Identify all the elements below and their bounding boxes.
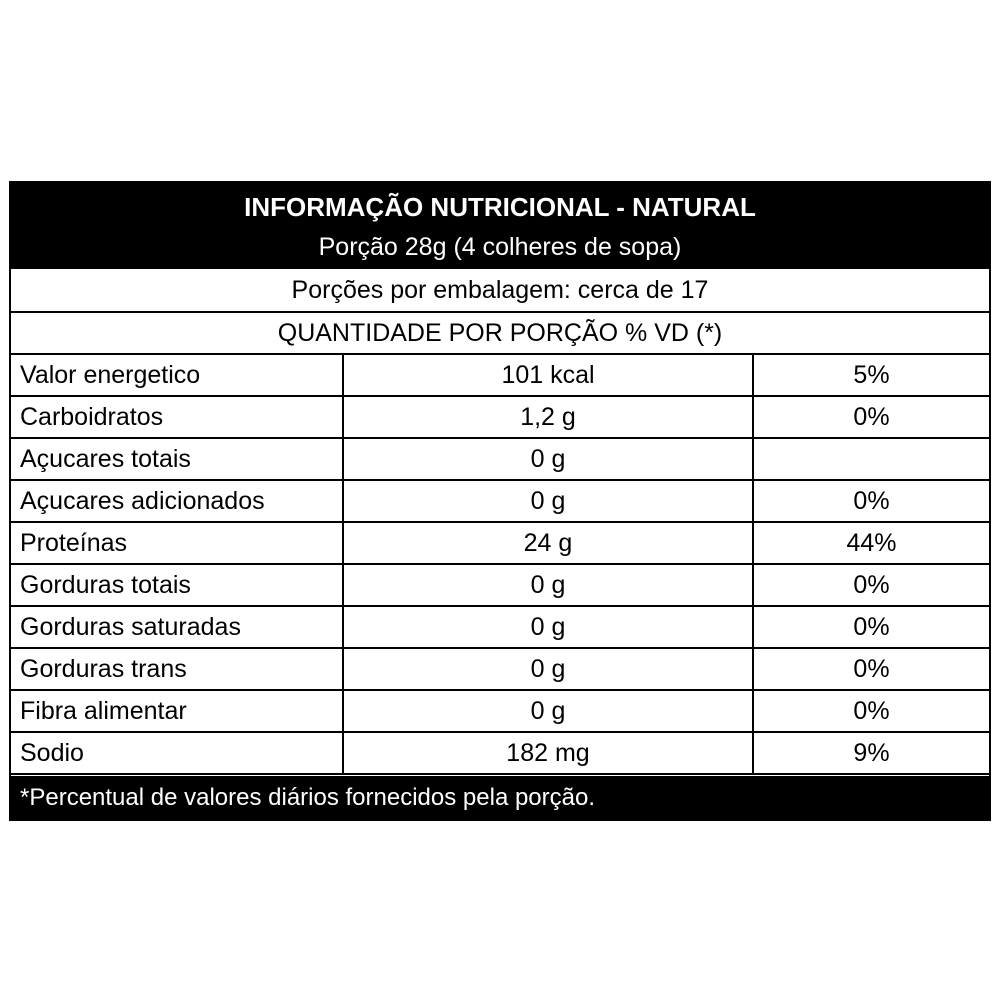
nutrient-name: Açucares totais	[11, 439, 344, 479]
nutrient-row-fibra-alimentar	[11, 691, 989, 733]
nutrient-daily-value: 0%	[853, 571, 890, 599]
nutrient-row-gorduras-totais	[11, 565, 989, 607]
nutrient-name: Gorduras totais	[11, 565, 344, 605]
nutrient-row-acucares-adicionados	[11, 481, 989, 523]
nutrient-daily-value: 5%	[853, 361, 890, 389]
nutrient-daily-value: 44%	[846, 529, 897, 557]
nutrient-row-valor-energetico	[11, 355, 989, 397]
serving-size: Porção 28g (4 colheres de sopa)	[318, 233, 682, 261]
nutrient-name: Proteínas	[11, 523, 344, 563]
servings-per-package: Porções por embalagem: cerca de 17	[11, 269, 989, 313]
nutrient-name: Açucares adicionados	[11, 481, 344, 521]
nutrient-amount: 0 g	[344, 439, 754, 479]
nutrient-amount: 0 g	[344, 607, 754, 647]
nutrient-daily-value: 0%	[853, 697, 890, 725]
nutrition-facts-table	[9, 181, 991, 821]
nutrient-amount: 182 mg	[344, 733, 754, 773]
nutrient-amount: 1,2 g	[344, 397, 754, 437]
nutrient-name: Gorduras trans	[11, 649, 344, 689]
nutrient-daily-value: 0%	[853, 613, 890, 641]
nutrient-amount: 0 g	[344, 481, 754, 521]
nutrient-row-acucares-totais	[11, 439, 989, 481]
quantity-heading: QUANTIDADE POR PORÇÃO % VD (*)	[11, 313, 989, 355]
nutrient-amount: 24 g	[344, 523, 754, 563]
nutrient-row-carboidratos	[11, 397, 989, 439]
nutrient-amount: 0 g	[344, 649, 754, 689]
nutrient-name: Sodio	[11, 733, 344, 773]
table-header	[11, 183, 989, 269]
nutrient-daily-value: 0%	[853, 487, 890, 515]
nutrient-name: Gorduras saturadas	[11, 607, 344, 647]
nutrient-name: Carboidratos	[11, 397, 344, 437]
nutrient-amount: 0 g	[344, 565, 754, 605]
nutrient-row-gorduras-trans	[11, 649, 989, 691]
nutrient-amount: 0 g	[344, 691, 754, 731]
nutrient-daily-value: 0%	[853, 655, 890, 683]
nutrient-daily-value: 0%	[853, 403, 890, 431]
nutrient-row-sodio	[11, 733, 989, 775]
nutrient-daily-value: 9%	[853, 739, 890, 767]
nutrient-amount: 101 kcal	[344, 355, 754, 395]
nutrient-name: Fibra alimentar	[11, 691, 344, 731]
nutrient-row-proteinas	[11, 523, 989, 565]
daily-value-footnote: *Percentual de valores diários fornecidos pela porção.	[11, 776, 989, 819]
nutrient-daily-value	[754, 439, 989, 479]
nutrient-rows	[11, 355, 989, 775]
nutrient-name: Valor energetico	[11, 355, 344, 395]
table-title: INFORMAÇÃO NUTRICIONAL - NATURAL	[244, 192, 756, 222]
nutrient-row-gorduras-saturadas	[11, 607, 989, 649]
